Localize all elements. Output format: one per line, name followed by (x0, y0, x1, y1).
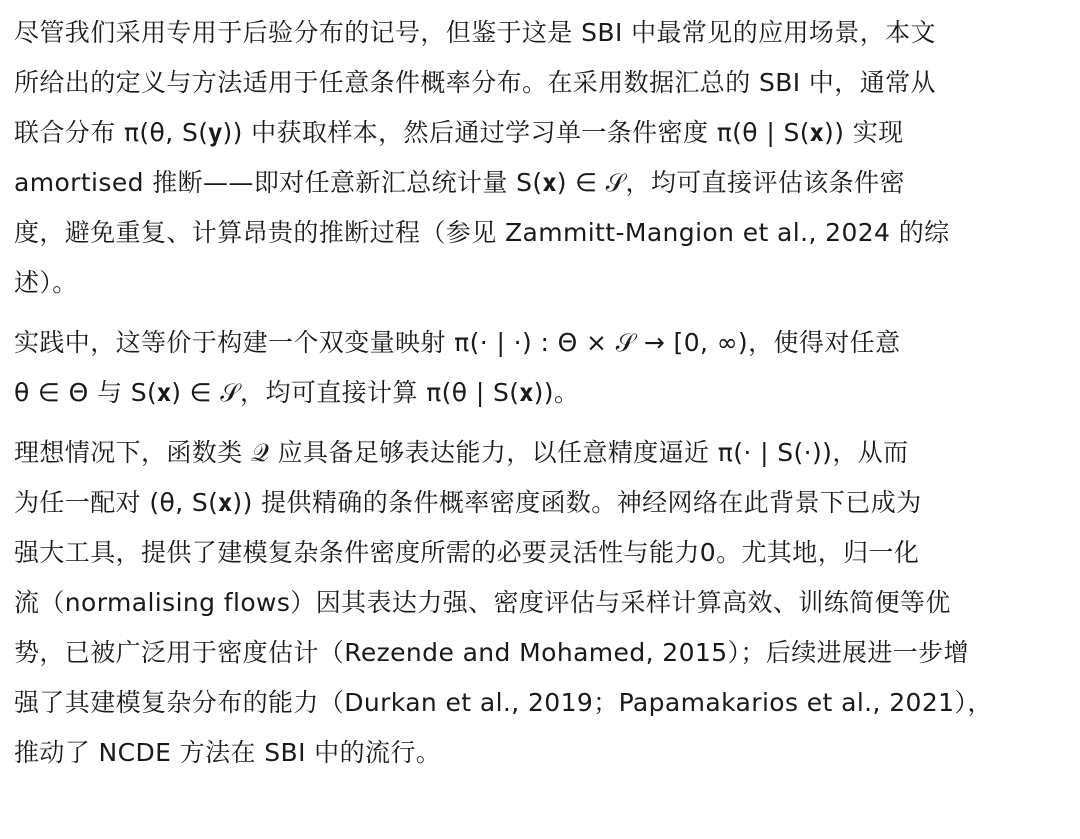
text-line: 强了其建模复杂分布的能力（Durkan et al., 2019；Papamakarios et al., 2021）， (14, 688, 993, 717)
text-line: 推动了 NCDE 方法在 SBI 中的流行。 (14, 738, 442, 767)
text-line: 度，避免重复、计算昂贵的推断过程（参见 Zammitt-Mangion et al., 2024 的综 (14, 218, 950, 247)
text-line: 理想情况下，函数类 𝒬 应具备足够表达能力，以任意精度逼近 π(· | S(·))，从而 (14, 438, 909, 467)
text-line: 流（normalising flows）因其表达力强、密度评估与采样计算高效、训练简便等优 (14, 588, 951, 617)
text-line: 述）。 (14, 268, 78, 297)
text-line: 所给出的定义与方法适用于任意条件概率分布。在采用数据汇总的 SBI 中，通常从 (14, 68, 936, 97)
text-line: 为任一配对 (θ, S(𝐱)) 提供精确的条件概率密度函数。神经网络在此背景下已成为 (14, 488, 922, 517)
text-line: amortised 推断——即对任意新汇总统计量 S(𝐱) ∈ 𝒮，均可直接评估该条件密 (14, 168, 905, 197)
text-line: 强大工具，提供了建模复杂条件密度所需的必要灵活性与能力0。尤其地，归一化 (14, 538, 920, 567)
paragraph-1 (14, 8, 1066, 308)
text-line: 尽管我们采用专用于后验分布的记号，但鉴于这是 SBI 中最常见的应用场景，本文 (14, 18, 936, 47)
text-line: 势，已被广泛用于密度估计（Rezende and Mohamed, 2015）；后续进展进一步增 (14, 638, 970, 667)
text-line: 实践中，这等价于构建一个双变量映射 π(· | ·) : Θ × 𝒮 → [0, ∞)，使得对任意 (14, 328, 901, 357)
paragraph-3 (14, 428, 1066, 778)
paragraph-2 (14, 318, 1066, 418)
text-line: θ ∈ Θ 与 S(𝐱) ∈ 𝒮，均可直接计算 π(θ | S(𝐱))。 (14, 378, 580, 407)
text-line: 联合分布 π(θ, S(𝐲)) 中获取样本，然后通过学习单一条件密度 π(θ | S(𝐱)) 实现 (14, 118, 904, 147)
